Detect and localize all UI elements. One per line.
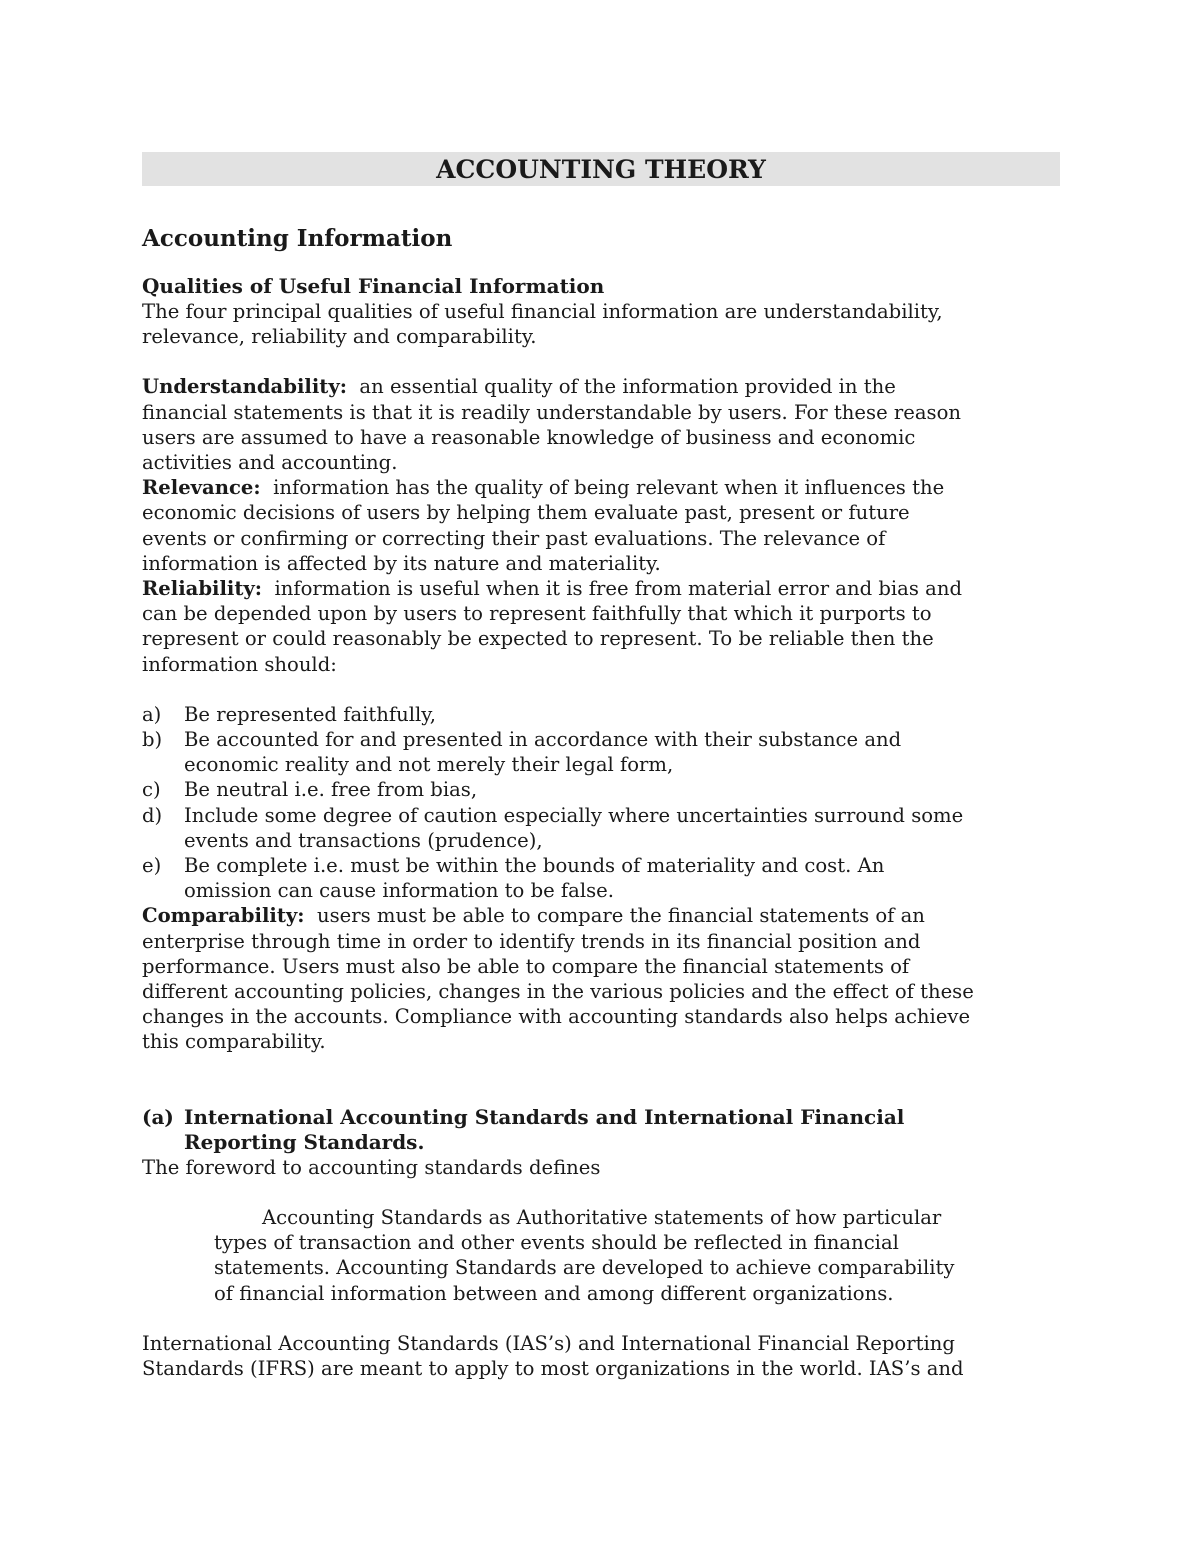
paragraph-line: activities and accounting. bbox=[142, 451, 398, 475]
paragraph-line: changes in the accounts. Compliance with accounting standards also helps achieve bbox=[142, 1005, 971, 1029]
page-content bbox=[142, 152, 1060, 1381]
comparability-paragraph bbox=[142, 903, 1060, 1054]
list-item bbox=[142, 777, 1060, 802]
list-item-text: Be represented faithfully, bbox=[184, 702, 436, 726]
qualities-paragraph bbox=[142, 299, 1060, 349]
qualities-heading: Qualities of Useful Financial Information bbox=[142, 274, 605, 298]
paragraph-line: enterprise through time in order to identify trends in its financial position and bbox=[142, 929, 921, 953]
understandability-paragraph bbox=[142, 374, 1060, 475]
relevance-paragraph bbox=[142, 475, 1060, 576]
paragraph-line: financial statements is that it is readily understandable by users. For these reason bbox=[142, 400, 962, 424]
reliability-paragraph bbox=[142, 576, 1060, 677]
standards-heading bbox=[142, 1105, 1060, 1155]
list-item bbox=[142, 803, 1060, 853]
paragraph-line: users must be able to compare the financial statements of an bbox=[304, 904, 925, 928]
list-item-text: events and transactions (prudence), bbox=[184, 828, 543, 852]
list-item-text: economic reality and not merely their legal form, bbox=[184, 753, 674, 777]
paragraph-line: economic decisions of users by helping them evaluate past, present or future bbox=[142, 501, 910, 525]
comparability-label: Comparability: bbox=[142, 904, 305, 928]
paragraph-line: represent or could reasonably be expected to represent. To be reliable then the bbox=[142, 627, 934, 651]
list-item-text: Include some degree of caution especially where uncertainties surround some bbox=[184, 803, 964, 827]
heading-marker: (a) bbox=[142, 1104, 174, 1129]
list-item-text: Be neutral i.e. free from bias, bbox=[184, 778, 478, 802]
quote-line: Accounting Standards as Authoritative statements of how particular bbox=[262, 1205, 942, 1229]
paragraph-line: an essential quality of the information provided in the bbox=[346, 375, 896, 399]
paragraph-line: different accounting policies, changes in the various policies and the effect of these bbox=[142, 980, 974, 1004]
paragraph-line: International Accounting Standards (IAS’s) and International Financial Reporting bbox=[142, 1331, 955, 1355]
quote-line: statements. Accounting Standards are developed to achieve comparability bbox=[214, 1256, 955, 1280]
standards-intro: The foreword to accounting standards defines bbox=[142, 1155, 601, 1179]
list-item bbox=[142, 702, 1060, 727]
reliability-label: Reliability: bbox=[142, 577, 263, 601]
list-marker: a) bbox=[142, 702, 162, 726]
standards-paragraph bbox=[142, 1331, 1060, 1381]
list-marker: b) bbox=[142, 728, 163, 752]
paragraph-line: information is useful when it is free from material error and bias and bbox=[262, 577, 962, 601]
quote-line: of financial information between and among different organizations. bbox=[214, 1281, 894, 1305]
document-title: ACCOUNTING THEORY bbox=[142, 152, 1060, 186]
list-item-text: Be complete i.e. must be within the bounds of materiality and cost. An bbox=[184, 854, 885, 878]
paragraph-line: The four principal qualities of useful financial information are understandability, bbox=[142, 300, 943, 323]
paragraph-line: information has the quality of being relevant when it influences the bbox=[260, 476, 945, 500]
paragraph-line: events or confirming or correcting their past evaluations. The relevance of bbox=[142, 526, 886, 550]
heading-line: Reporting Standards. bbox=[184, 1129, 425, 1154]
understandability-label: Understandability: bbox=[142, 375, 347, 399]
list-marker: e) bbox=[142, 854, 162, 878]
paragraph-line: Standards (IFRS) are meant to apply to most organizations in the world. IAS’s and bbox=[142, 1356, 964, 1380]
paragraph-line: this comparability. bbox=[142, 1030, 326, 1054]
definition-quote bbox=[214, 1205, 1060, 1306]
paragraph-line: performance. Users must also be able to compare the financial statements of bbox=[142, 954, 910, 978]
section-title: Accounting Information bbox=[142, 225, 453, 252]
relevance-label: Relevance: bbox=[142, 476, 261, 500]
paragraph-line: relevance, reliability and comparability. bbox=[142, 325, 537, 349]
list-item-text: Be accounted for and presented in accordance with their substance and bbox=[184, 728, 902, 752]
quote-line: types of transaction and other events should be reflected in financial bbox=[214, 1231, 899, 1255]
list-item bbox=[142, 727, 1060, 777]
paragraph-line: users are assumed to have a reasonable knowledge of business and economic bbox=[142, 425, 916, 449]
list-marker: c) bbox=[142, 778, 161, 802]
paragraph-line: information is affected by its nature and materiality. bbox=[142, 551, 661, 575]
paragraph-line: information should: bbox=[142, 652, 337, 676]
reliable-criteria-list bbox=[142, 702, 1060, 904]
list-item bbox=[142, 853, 1060, 903]
paragraph-line: can be depended upon by users to represent faithfully that which it purports to bbox=[142, 602, 932, 626]
list-item-text: omission can cause information to be false. bbox=[184, 879, 615, 903]
heading-line: International Accounting Standards and International Financial bbox=[184, 1104, 905, 1129]
list-marker: d) bbox=[142, 803, 163, 827]
